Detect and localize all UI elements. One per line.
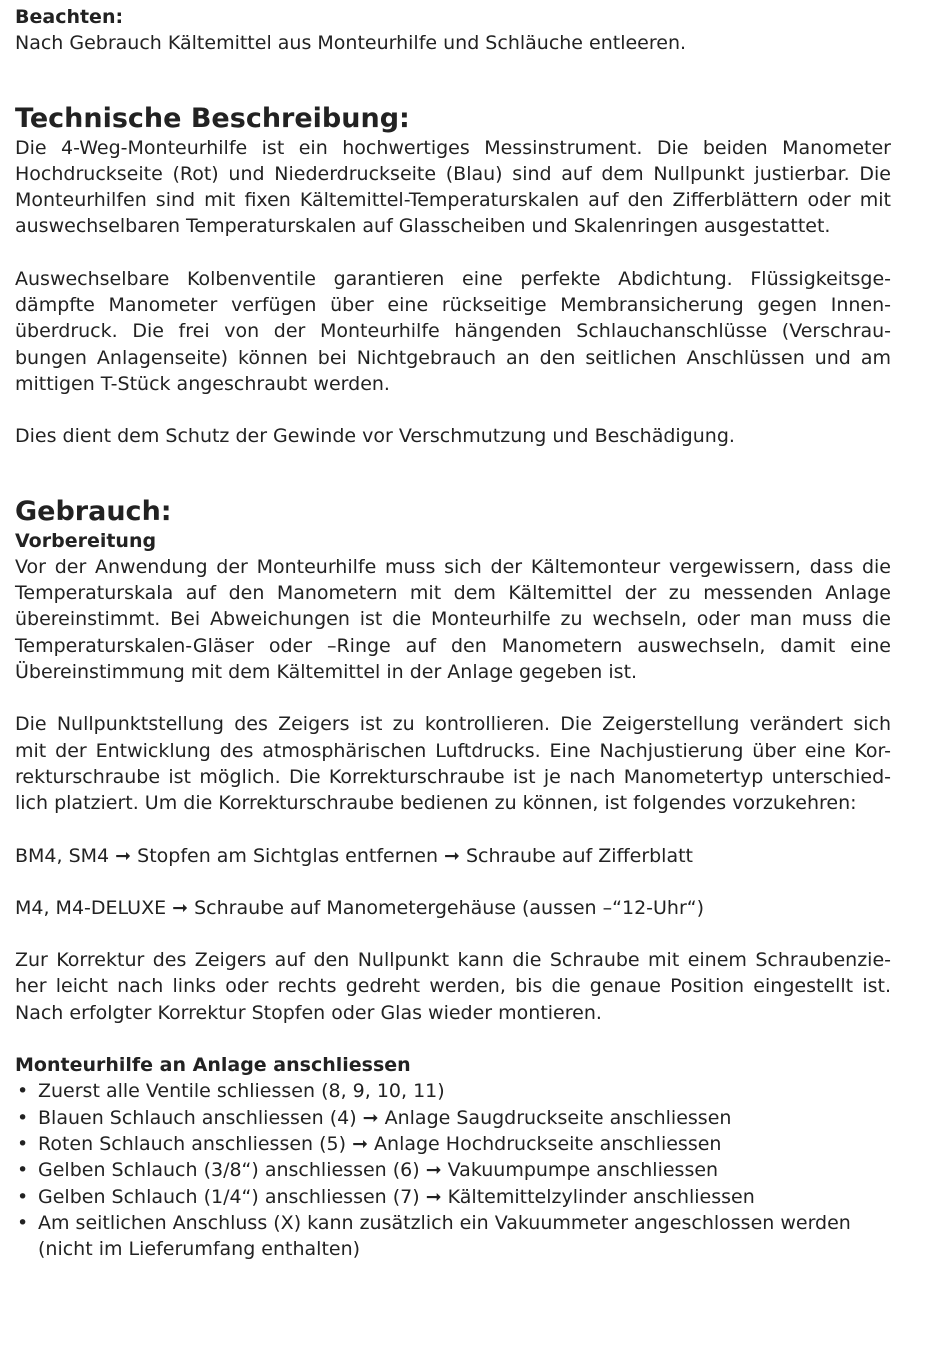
spacer [15, 57, 891, 103]
bullet-icon: • [17, 1185, 29, 1208]
connect-title: Monteurhilfe an Anlage anschliessen [15, 1054, 411, 1077]
text-line: Zur Korrektur des Zeigers auf den Nullpunkt kann die Schraube mit einem Schraubenzie- [15, 949, 891, 972]
bullet-icon: • [17, 1159, 29, 1182]
spacer [15, 817, 891, 843]
preparation-paragraph-1 [15, 554, 891, 685]
connect-steps-list [15, 1078, 891, 1262]
preparation-title: Vorbereitung [15, 529, 157, 552]
text-line: Temperaturskala auf den Manometern mit dem Kältemittel der zu messenden Anlage [15, 582, 891, 605]
technical-heading: Technische Beschreibung: [15, 102, 410, 134]
text-line: Die Nullpunktstellung des Zeigers ist zu kontrollieren. Die Zeigerstellung verändert sich [15, 713, 891, 736]
text-line: Die 4-Weg-Monteurhilfe ist ein hochwertiges Messinstrument. Die beiden Manometer [15, 136, 891, 159]
text-line: dämpfte Manometer verfügen über eine rückseitige Membransicherung gegen Innen- [15, 294, 891, 317]
text-line: Übereinstimmung mit dem Kältemittel in der Anlage gegeben ist. [15, 661, 638, 684]
text-line: Hochdruckseite (Rot) und Niederdruckseite (Blau) sind auf dem Nullpunkt justierbar. Die [15, 162, 891, 185]
document-page [15, 4, 891, 1262]
spacer [15, 869, 891, 895]
text-line: Monteurhilfen sind mit fixen Kältemittel-Temperaturskalen auf den Zifferblättern oder mit [15, 189, 891, 212]
spacer [15, 1026, 891, 1052]
text-line: bungen Anlagenseite) können bei Nichtgebrauch an den seitlichen Anschlüssen und am [15, 346, 891, 369]
technical-paragraph-2 [15, 266, 891, 397]
list-item: • Roten Schlauch anschliessen (5) ➞ Anlage Hochdruckseite anschliessen [15, 1131, 891, 1157]
text-line: Auswechselbare Kolbenventile garantieren eine perfekte Abdichtung. Flüssigkeitsge- [15, 267, 891, 290]
technical-paragraph-1 [15, 135, 891, 240]
usage-heading: Gebrauch: [15, 495, 172, 527]
list-item: • Gelben Schlauch (3/8“) anschliessen (6) ➞ Vakuumpumpe anschliessen [15, 1157, 891, 1183]
text-line: auswechselbaren Temperaturskalen auf Glasscheiben und Skalenringen ausgestattet. [15, 215, 831, 238]
list-item: • Am seitlichen Anschluss (X) kann zusätzlich ein Vakuummeter angeschlossen werden [15, 1210, 891, 1236]
note-title: Beachten: [15, 6, 124, 28]
text-line: Temperaturskalen-Gläser oder –Ringe auf den Manometern auswechseln, damit eine [15, 634, 891, 657]
text-line: rekturschraube ist möglich. Die Korrekturschraube ist je nach Manometertyp unterschied- [15, 765, 891, 788]
list-item: • Blauen Schlauch anschliessen (4) ➞ Anlage Saugdruckseite anschliessen [15, 1105, 891, 1131]
bullet-icon: • [17, 1211, 29, 1234]
spacer [15, 685, 891, 711]
text-line: übereinstimmt. Bei Abweichungen ist die Monteurhilfe zu wechseln, oder man muss die [15, 608, 891, 631]
list-item-continuation: (nicht im Lieferumfang enthalten) [38, 1238, 361, 1261]
technical-paragraph-3: Dies dient dem Schutz der Gewinde vor Verschmutzung und Beschädigung. [15, 425, 735, 448]
text-line: Nach erfolgter Korrektur Stopfen oder Glas wieder montieren. [15, 1001, 602, 1024]
bm4-instruction: BM4, SM4 ➞ Stopfen am Sichtglas entfernen ➞ Schraube auf Zifferblatt [15, 844, 694, 867]
preparation-paragraph-2 [15, 711, 891, 816]
note-text: Nach Gebrauch Kältemittel aus Monteurhilfe und Schläuche entleeren. [15, 32, 687, 55]
spacer [15, 921, 891, 947]
bullet-icon: • [17, 1132, 29, 1155]
preparation-paragraph-3 [15, 947, 891, 1026]
bullet-icon: • [17, 1106, 29, 1129]
m4-instruction: M4, M4-DELUXE ➞ Schraube auf Manometergehäuse (aussen –“12-Uhr“) [15, 896, 705, 919]
text-line: mittigen T-Stück angeschraubt werden. [15, 372, 390, 395]
list-item: • Zuerst alle Ventile schliessen (8, 9, 10, 11) [15, 1078, 891, 1104]
text-line: her leicht nach links oder rechts gedreht werden, bis die genaue Position eingestellt ist. [15, 975, 891, 998]
bullet-icon: • [17, 1080, 29, 1103]
spacer [15, 240, 891, 266]
text-line: mit der Entwicklung des atmosphärischen Luftdrucks. Eine Nachjustierung über eine Kor- [15, 739, 891, 762]
spacer [15, 397, 891, 423]
text-line: überdruck. Die frei von der Monteurhilfe hängenden Schlauchanschlüsse (Verschrau- [15, 320, 891, 343]
text-line: Vor der Anwendung der Monteurhilfe muss sich der Kältemonteur vergewissern, dass die [15, 555, 891, 578]
spacer [15, 450, 891, 496]
text-line: lich platziert. Um die Korrekturschraube bedienen zu können, ist folgendes vorzukehren: [15, 792, 857, 815]
list-item: • Gelben Schlauch (1/4“) anschliessen (7) ➞ Kältemittelzylinder anschliessen [15, 1184, 891, 1210]
